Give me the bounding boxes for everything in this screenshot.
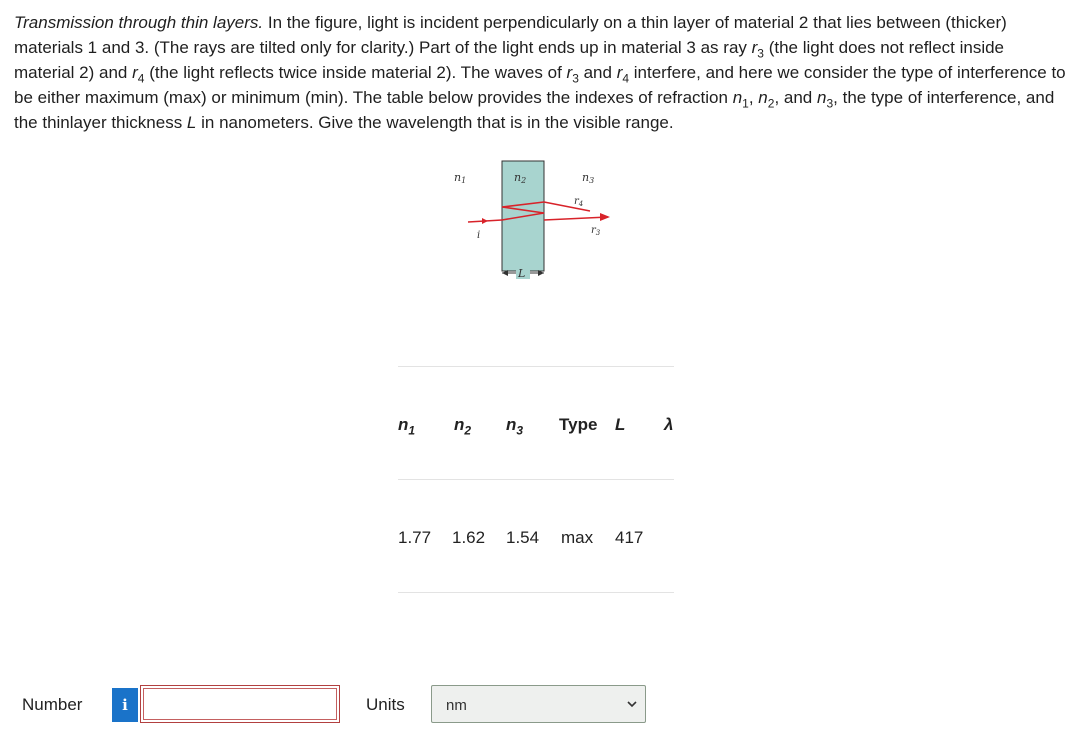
label-r4: $r_4$: [574, 196, 584, 208]
incident-arrowhead: [482, 218, 488, 224]
problem-statement: Transmission through thin layers. In the figure, light is incident perpendicularly on a thin layer of material 2 that lies between (thicker) materials 1 and 3. (The rays are tilted only for clarity.) Part of the light ends up in material 3 as ray $r_3$ (the light does not reflect inside material 2) and $r_4$ (the light reflects twice inside material 2). The waves of $r_3$ and $r_4$ interfere, and here we consider the type of interference to be either maximum (max) or minimum (min). The table below provides the indexes of refraction $n_1$, $n_2$, and $n_3$, the type of interference, and the thinlayer thickness L in nanometers. Give the wavelength that is in the visible range.: [14, 13, 1066, 132]
header-n2: $n_2$: [454, 415, 472, 438]
problem-title: Transmission through thin layers.: [14, 13, 264, 32]
cell-L: 417: [615, 528, 644, 547]
data-table: [398, 366, 674, 593]
table-data-row: [398, 480, 674, 592]
units-select-value: nm: [446, 697, 467, 714]
thin-layer-diagram: [440, 158, 640, 288]
number-input-wrapper: [140, 685, 340, 723]
header-type: Type: [559, 415, 598, 434]
ray-r3: [544, 217, 608, 220]
chevron-down-icon: [627, 699, 637, 709]
thin-layer-figure: [440, 158, 640, 288]
label-n3: n3: [582, 171, 595, 185]
r3-arrowhead: [600, 213, 610, 221]
label-n2: n2: [514, 171, 527, 185]
header-lambda: λ: [664, 415, 674, 434]
table-rule-bottom: [398, 592, 674, 593]
table-header-row: [398, 367, 674, 479]
number-label: Number: [22, 695, 83, 714]
units-select[interactable]: [431, 685, 646, 723]
label-i: i: [477, 230, 481, 241]
cell-n3: 1.54: [506, 528, 540, 547]
cell-n2: 1.62: [452, 528, 486, 547]
answer-row: [0, 684, 1079, 722]
info-icon[interactable]: i: [112, 688, 138, 722]
header-L: L: [615, 415, 626, 434]
label-L: L: [518, 267, 526, 280]
units-label: Units: [366, 695, 405, 714]
label-n1: n1: [454, 171, 467, 185]
cell-n1: 1.77: [398, 528, 432, 547]
header-n3: $n_3$: [506, 415, 524, 438]
number-input[interactable]: [143, 688, 337, 720]
header-n1: $n_1$: [398, 415, 416, 438]
cell-type: max: [561, 528, 594, 547]
label-r3: $r_3$: [591, 225, 601, 237]
